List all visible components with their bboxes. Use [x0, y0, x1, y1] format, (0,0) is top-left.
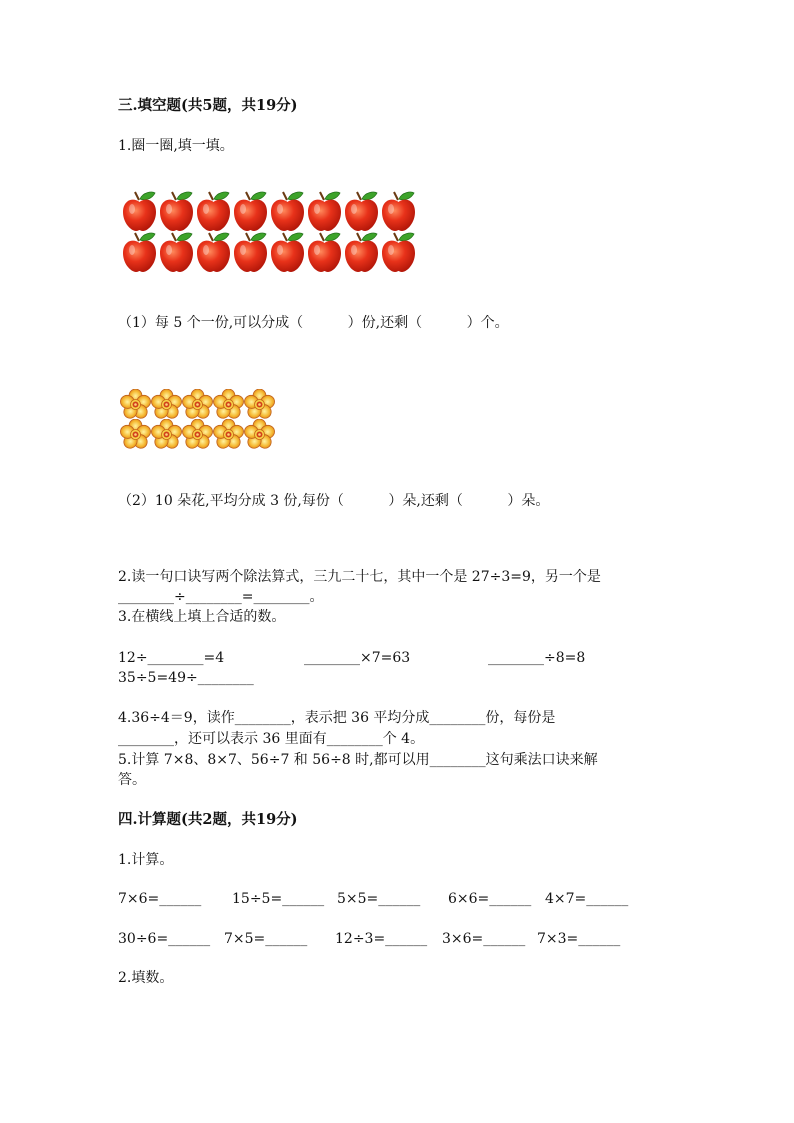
q1-part2: （2）10 朵花,平均分成 3 份,每份（ ）朵,还剩（ ）朵。 — [118, 493, 550, 509]
calc-item: 12÷3=______ — [335, 931, 428, 947]
flower-icon — [151, 389, 182, 420]
apple-icon — [121, 231, 158, 273]
flower-row — [120, 389, 275, 420]
calc-item: 7×5=______ — [224, 931, 308, 947]
apple-icon — [121, 190, 158, 232]
q3-item: ________÷8=8 — [488, 650, 586, 666]
q4-line2: ________，还可以表示 36 里面有________个 4。 — [118, 731, 425, 747]
calc-item: 7×3=______ — [537, 931, 621, 947]
apple-icon — [232, 190, 269, 232]
apple-icon — [306, 190, 343, 232]
apple-icon — [343, 190, 380, 232]
apple-icon — [195, 190, 232, 232]
calc-item: 3×6=______ — [442, 931, 526, 947]
apple-icon — [158, 231, 195, 273]
apple-row — [121, 231, 417, 273]
calc-item: 15÷5=______ — [232, 891, 325, 907]
section4-heading: 四.计算题(共2题，共19分) — [118, 811, 298, 828]
q3-item: 12÷________=4 — [118, 650, 225, 666]
flower-icon — [244, 419, 275, 450]
apple-icon — [306, 231, 343, 273]
fill-number-stem: 2.填数。 — [118, 970, 174, 986]
apple-icon — [343, 231, 380, 273]
apple-row — [121, 190, 417, 232]
calc-item: 4×7=______ — [545, 891, 629, 907]
flower-icon — [151, 419, 182, 450]
apple-icon — [380, 190, 417, 232]
flower-icon — [244, 389, 275, 420]
calc-item: 30÷6=______ — [118, 931, 211, 947]
apple-icon — [195, 231, 232, 273]
q3-item: 35÷5=49÷________ — [118, 670, 254, 686]
section3-heading: 三.填空题(共5题，共19分) — [118, 97, 298, 114]
q4-line1: 4.36÷4＝9，读作________，表示把 36 平均分成________份，每份是 — [118, 710, 556, 726]
flower-icon — [213, 389, 244, 420]
flower-icon — [213, 419, 244, 450]
calc-item: 6×6=______ — [448, 891, 532, 907]
q3-item: ________×7=63 — [304, 650, 411, 666]
apple-icon — [232, 231, 269, 273]
apple-icon — [269, 231, 306, 273]
calc-item: 7×6=______ — [118, 891, 202, 907]
apple-icon — [158, 190, 195, 232]
apple-icon — [269, 190, 306, 232]
flower-icon — [120, 419, 151, 450]
flower-icon — [120, 389, 151, 420]
calc-item: 5×5=______ — [337, 891, 421, 907]
q3-stem: 3.在横线上填上合适的数。 — [118, 609, 286, 625]
q5-line2: 答。 — [118, 772, 146, 788]
q1-part1: （1）每 5 个一份,可以分成（ ）份,还剩（ ）个。 — [118, 315, 509, 331]
flower-row — [120, 419, 275, 450]
q2-line2: ________÷________=________。 — [118, 589, 324, 605]
flower-icon — [182, 419, 213, 450]
q2-line1: 2.读一句口诀写两个除法算式，三九二十七，其中一个是 27÷3=9，另一个是 — [118, 569, 601, 585]
q1-stem: 1.圈一圈,填一填。 — [118, 138, 234, 154]
calc-stem: 1.计算。 — [118, 852, 174, 868]
q5-line1: 5.计算 7×8、8×7、56÷7 和 56÷8 时,都可以用________这句乘法口诀来解 — [118, 752, 598, 768]
apple-icon — [380, 231, 417, 273]
flower-icon — [182, 389, 213, 420]
